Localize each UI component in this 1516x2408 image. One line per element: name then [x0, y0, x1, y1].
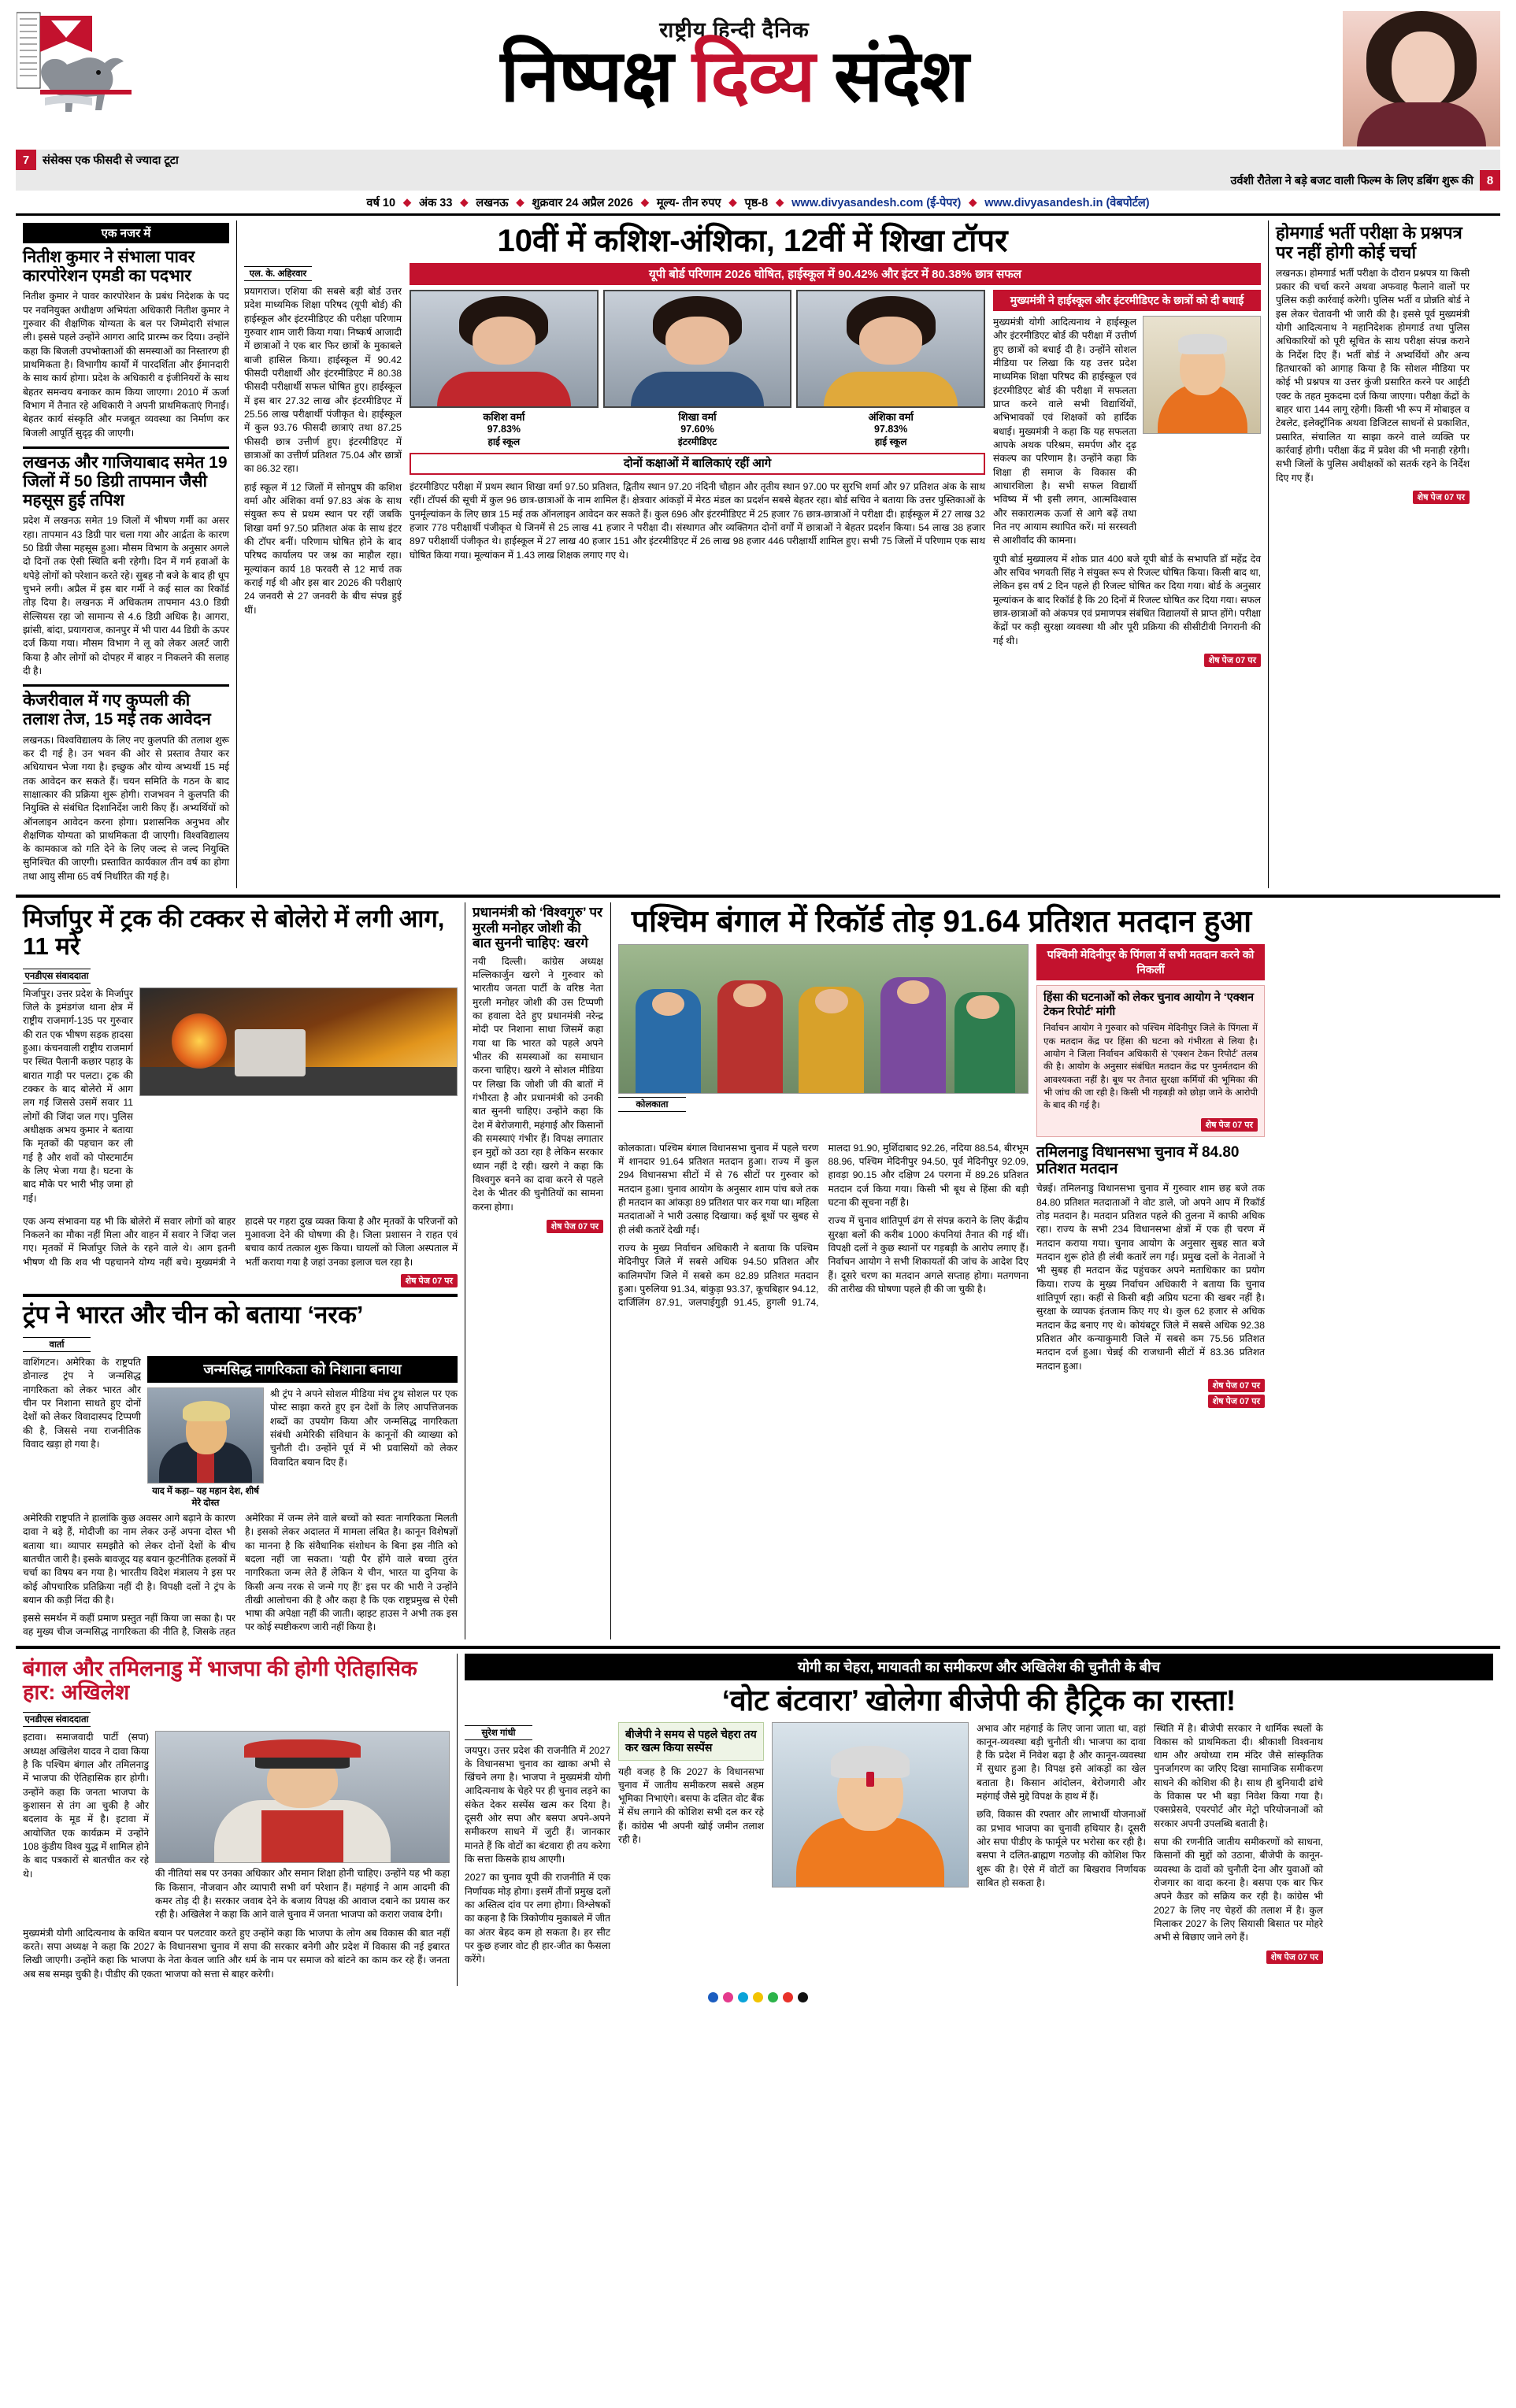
kharge-headline[interactable]: प्रधानमंत्री को ‘विश्वगुरु’ पर मुरली मनोहर जोशी की बात सुननी चाहिए: खरगे: [473, 905, 602, 951]
wb-text-2: राज्य के मुख्य निर्वाचन अधिकारी ने बताया कि पश्चिम मेदिनीपुर जिले में सबसे अधिक 94.50 प्रतिशत और कालिमपोंग जिले में सबसे कम 82.89 प्रतिशत मतदान हुआ। पुरुलिया 91.34, बांकुड़ा 93.37, कूचबिहार 94.12, दार्जिलिंग 87.91, जलपाईगुड़ी 91.45, हुगली 91.74, मालदा 91.90, मुर्शिदाबाद 92.26, नदिया 88.54, बीरभूम 88.96, पश्चिम मेदिनीपुर 94.50, पूर्व मेदिनीपुर 92.09, हावड़ा 90.15 और दक्षिण 24 परगना में 89.26 प्रतिशत मतदान दर्ज किया गया। किसी भी बूथ से हिंसा की बड़ी घटना की सूचना नहीं है।: [618, 1142, 1029, 1309]
pages-label: पृष्ठ-8: [744, 197, 769, 209]
ticker-text-2: उर्वशी रौतेला ने बड़े बजट वाली फिल्म के लिए डबिंग शुरू की: [16, 170, 1480, 191]
result-kicker: यूपी बोर्ड परिणाम 2026 घोषित, हाईस्कूल में 90.42% और इंटर में 80.38% छात्र सफल: [410, 263, 1261, 285]
column-main: [236, 220, 1268, 888]
jump-link[interactable]: शेष पेज 07 पर: [401, 1274, 458, 1287]
mirzapur-byline: एनडीएस संवाददाता: [23, 969, 91, 984]
wb-voters-photo: [618, 944, 1029, 1094]
analysis-subbox-text: बीजेपी ने समय से पहले चेहरा तय कर खत्म किया सस्पेंस: [625, 1727, 757, 1754]
ticker-page-number-2: 8: [1480, 170, 1500, 191]
trump-byline: वार्ता: [23, 1337, 91, 1352]
column-westbengal: [610, 902, 1272, 1639]
separator-dot-icon: ◆: [776, 196, 784, 208]
issue-label: अंक 33: [419, 197, 453, 209]
topper-photo: [410, 290, 599, 408]
analysis-text-2: यही वजह है कि 2027 के विधानसभा चुनाव में जातीय समीकरण सबसे अहम भूमिका निभाएंगे। बसपा के दलित वोट बैंक में सेंध लगाने की कोशिश सभी दल कर रहे हैं। कांग्रेस भी अपनी खोई जमीन तलाश रही है।: [618, 1765, 764, 1846]
cm-block: [993, 290, 1261, 667]
lead-story-headline[interactable]: 10वीं में कशिश-अंशिका, 12वीं में शिखा टॉपर: [497, 224, 1008, 258]
accident-photo: [139, 987, 458, 1096]
story-nitish-headline[interactable]: नितीश कुमार ने संभाला पावर कारपोरेशन एमडी का पदभार: [23, 248, 195, 286]
tn-block: [1036, 1142, 1265, 1392]
akhilesh-headline[interactable]: बंगाल और तमिलनाडु में भाजपा की होगी ऐतिहासिक हार: अखिलेश: [23, 1656, 417, 1705]
topper-score: 97.60%: [680, 424, 714, 435]
homeguard-headline[interactable]: होमगार्ड भर्ती परीक्षा के प्रश्नपत्र पर नहीं होगी कोई चर्चा: [1276, 223, 1462, 263]
jump-link[interactable]: शेष पेज 07 पर: [1204, 654, 1261, 667]
jump-link[interactable]: शेष पेज 07 पर: [1208, 1395, 1265, 1408]
masthead-celebrity-photo: [1335, 11, 1500, 146]
wb-sidebar-box: [1036, 985, 1265, 1137]
top-section: [16, 220, 1500, 888]
cm-photo: [1143, 316, 1261, 434]
topper-name: कशिश वर्मा: [483, 411, 525, 423]
wb-photo-caption: पश्चिमी मेदिनीपुर के पिंगला में सभी मतदान करने को निकलीं: [1036, 944, 1265, 980]
akhilesh-photo: [155, 1731, 450, 1863]
lead-text-mid: इंटरमीडिएट परीक्षा में प्रथम स्थान शिखा वर्मा 97.50 प्रतिशत, द्वितीय स्थान 97.20 नंदिनी चौहान और तृतीय स्थान 97.00 पर सुरभि शर्मा और 97 प्रतिशत अंक के साथ रहीं। टॉपर्स की सूची में कुल 96 छात्र-छात्राओं के नाम शामिल हैं। क्षेत्रवार आंकड़ों में मेरठ मंडल का प्रदर्शन सबसे बेहतर रहा। बोर्ड सचिव ने बताया कि उत्तर पुस्तिकाओं के पुनर्मूल्यांकन के लिए छात्र 15 मई तक ऑनलाइन आवेदन कर सकते हैं। कुल 696 और इंटरमीडिएट में 25 हजार 76 छात्र-छात्राओं ने परीक्षा दी। हाईस्कूल में 27 लाख 32 हजार 778 परीक्षार्थी पंजीकृत थे जिनमें से 25 लाख 41 हजार ने परीक्षा दी। संस्थागत और व्यक्तिगत दोनों वर्गों में छात्राओं ने बेहतर प्रदर्शन किया। 54 लाख 38 हजार 897 परीक्षार्थी पंजीकृत थे। हाईस्कूल में 27 लाख 40 हजार 151 और इंटरमीडिएट में 26 लाख 98 हजार 446 परीक्षार्थी शामिल हुए। सभी 75 जिलों में परिणाम एक साथ घोषित किया गया। मूल्यांकन में 1.43 लाख शिक्षक लगाए गए थे।: [410, 481, 985, 561]
masthead-logo: [16, 11, 134, 129]
tn-text: चेन्नई। तमिलनाडु विधानसभा चुनाव में गुरुवार शाम छह बजे तक 84.80 प्रतिशत मतदाताओं ने वोट डाले, जो अपने आप में रिकॉर्ड तोड़ मतदान है। मतदान प्रतिशत पहले की तुलना में काफी अधिक रहा। राज्य के सभी 234 विधानसभा क्षेत्रों में एक ही चरण में मतदान कराया गया। चुनाव आयोग के अनुसार सुबह सात बजे मतदान शुरू होते ही लंबी कतारें लग गईं। प्रमुख दलों के नेताओं ने भी सुबह ही मतदान केंद्र पहुंचकर अपने मताधिकार का प्रयोग किया। राज्य के मुख्य निर्वाचन अधिकारी ने बताया कि चुनाव शांतिपूर्ण रहा। कहीं से किसी बड़ी अप्रिय घटना की खबर नहीं है। सुरक्षा के व्यापक इंतजाम किए गए थे। कुल 62 हजार से अधिक मतदान केंद्र बनाए गए थे। कोयंबटूर जिले में सबसे अधिक 92.38 प्रतिशत और कन्याकुमारी जिले में सबसे कम 75.56 प्रतिशत मतदान दर्ज हुआ। चेन्नई की राजधानी सीटों में 83.36 प्रतिशत मतदान हुआ।: [1036, 1183, 1265, 1372]
trump-text-2: श्री ट्रंप ने अपने सोशल मीडिया मंच ट्रुथ सोशल पर एक पोस्ट साझा करते हुए इन देशों के लिए आपत्तिजनक शब्दों का उपयोग किया और जन्मसिद्ध नागरिकता संबंधी अमेरिकी संविधान के कानूनों की व्याख्या को चुनौती दी। उन्होंने पूर्व में भी प्रवासियों को लेकर विवादित बयान दिए हैं।: [270, 1387, 458, 1468]
city-label: लखनऊ: [476, 197, 509, 209]
analysis-headline[interactable]: ‘वोट बंटवारा’ खोलेगा बीजेपी की हैट्रिक का रास्ता!: [721, 1684, 1236, 1717]
ticker-text-1: संसेक्स एक फीसदी से ज्यादा टूटा: [36, 150, 1500, 170]
analysis-text-7: सपा की रणनीति जातीय समीकरणों को साधना, किसानों की मुद्दों को उठाना, बीजेपी के कानून-व्यवस्था के दावों को चुनौती देना और युवाओं को रोजगार का वादा करना है। बसपा एक बार फिर अपने कैडर को सक्रिय कर रही है। कांग्रेस भी 2027 के लिए नए चेहरों की तलाश में है। कुल मिलाकर 2027 के लिए सियासी बिसात पर मोहरे अभी से बिछाए जाने लगे हैं।: [1154, 1836, 1323, 1943]
mirzapur-text-2: एक अन्य संभावना यह भी कि बोलेरो में सवार लोगों को बाहर निकलने का मौका नहीं मिला और वाहन में सवार ने जिंदा जल गए। मृतकों में मिर्जापुर जिले के रहने वाले थे। आग इतनी भीषण थी कि शव भी पहचानने योग्य नहीं बचे। मुख्यमंत्री ने हादसे पर गहरा दुख व्यक्त किया है और मृतकों के परिजनों को मुआवजा देने की घोषणा की है। जिला प्रशासन ने राहत एवं बचाव कार्य तत्काल शुरू किया। घायलों को जिला अस्पताल में भर्ती कराया गया है जहां उनका इलाज चल रहा है।: [23, 1215, 458, 1268]
akhilesh-text-2: मुख्यमंत्री योगी आदित्यनाथ के कथित बयान पर पलटवार करते हुए उन्होंने कहा कि भाजपा के लोग अब विकास की बात नहीं करते। सपा अध्यक्ष ने कहा कि 2027 के विधानसभा चुनाव में सपा की सरकार बनेगी और प्रदेश में विकास की नई इबारत लिखी जाएगी। उन्होंने कहा कि भाजपा के नेता केवल जाति और धर्म के नाम पर समाज को बांटने का काम कर रहे हैं। जनता अब सब समझ चुकी है। पीडीए की एकता भाजपा को सत्ता से बाहर करेगी।: [23, 1927, 450, 1980]
topper-name: शिखा वर्मा: [678, 411, 717, 423]
jump-link[interactable]: शेष पेज 07 पर: [1413, 491, 1470, 504]
analysis-text-1: जयपुर। उत्तर प्रदेश की राजनीति में 2027 के विधानसभा चुनाव का खाका अभी से खिंचने लगा है। भाजपा ने मुख्यमंत्री योगी आदित्यनाथ के चेहरे पर ही चुनाव लड़ने का संकेत देकर सस्पेंस खत्म कर दिया है। दूसरी ओर सपा और बसपा अपने-अपने समीकरण साधने में जुटी हैं। जानकार मानते हैं कि वोटों का बंटवारा ही तय करेगा कि सत्ता किसके हाथ आएगी।: [465, 1744, 610, 1865]
story-vc-text: लखनऊ। विश्वविद्यालय के लिए नए कुलपति की तलाश शुरू कर दी गई है। उन भवन की ओर से प्रस्ताव तैयार कर अधियाचन भेजा गया है। इच्छुक और योग्य अभ्यर्थी 15 मई तक आवेदन कर सकते हैं। चयन समिति के गठन के बाद साक्षात्कार की प्रक्रिया शुरू होगी। राजभवन ने कुलपति की नियुक्ति से संबंधित दिशानिर्देश जारी किए हैं। अभ्यर्थियों को ऑनलाइन आवेदन करना होगा। प्रशासनिक अनुभव और शैक्षणिक योग्यता को प्राथमिकता दी जाएगी। विश्वविद्यालय के कामकाज को गति देने के लिए जल्द से जल्द नियुक्ति सुनिश्चित की जाएगी। प्रस्तावित कार्यकाल तीन वर्ष का होगा तथा आयु सीमा 65 वर्ष निर्धारित की गई है।: [23, 734, 229, 882]
wb-side-block: [1036, 944, 1265, 1137]
story-nitish-text: नितीश कुमार ने पावर कारपोरेशन के प्रबंध निदेशक के पद पर नवनियुक्त अधीक्षण अभियंता अधिकारी नितीश कुमार ने गुरुवार की शैक्षणिक योग्यता के बल पर जिम्मेदारी संभाल ली। इससे पहले उन्होंने आगरा आदि प्रारम्भ कर दिया। उन्होंने कहा कि बिजली उपभोक्ताओं की समस्याओं का निस्तारण ही प्राथमिकता है। विभागीय कार्यों में पारदर्शिता और ईमानदारी के साथ कार्य होगा। प्रदेश के अधिकारी व इंजीनियरों के साथ बेहतर समन्वय बनाकर काम किया जाएगा। 2010 में ऊर्जा विभाग में तैनात रहे अधिकारी ने अपनी प्राथमिकताएं गिनाईं। बेहतर कार्य संस्कृति और मजबूत व्यवस्था का निर्माण कर बिजली आपूर्ति सुदृढ़ की जाएगी।: [23, 291, 229, 439]
akhilesh-text-1: इटावा। समाजवादी पार्टी (सपा) अध्यक्ष अखिलेश यादव ने दावा किया है कि पश्चिम बंगाल और तमिलनाडु में भाजपा की ऐतिहासिक हार होगी। उन्होंने कहा कि जनता भाजपा के कुशासन से तंग आ चुकी है और बदलाव के मूड में है। इटावा में आयोजित एक कार्यक्रम में उन्होंने 108 कुंडीय विश्व युद्ध में शामिल होने के बाद पत्रकारों से बातचीत कर रहे थे।: [23, 1732, 149, 1880]
trump-photo: [147, 1387, 264, 1484]
analysis-text-6: स्थिति में है। बीजेपी सरकार ने धार्मिक स्थलों के विकास को प्राथमिकता दी। श्रीकाशी विश्वनाथ धाम और अयोध्या राम मंदिर जैसे सांस्कृतिक पुनर्जागरण का जरिए दिखा सामाजिक समीकरण साधने की कोशिश की है। साथ ही बुनियादी ढांचे के विकास पर भी बड़ा निवेश किया गया है। एक्सप्रेसवे, एयरपोर्ट और मेट्रो परियोजनाओं को सरकार अपनी उपलब्धि बताती है।: [1154, 1722, 1323, 1829]
wb-text-3: राज्य में चुनाव शांतिपूर्ण ढंग से संपन्न कराने के लिए केंद्रीय सुरक्षा बलों की करीब 1000 कंपनियां तैनात की गई थीं। विपक्षी दलों ने कुछ स्थानों पर गड़बड़ी के आरोप लगाए हैं। निर्वाचन आयोग ने सभी शिकायतों की जांच के आदेश दिए हैं। दूसरे चरण का मतदान अगले सप्ताह होगा। मतगणना की तारीख की घोषणा पहले ही की जा चुकी है।: [828, 1215, 1029, 1295]
cm-kicker: मुख्यमंत्री ने हाईस्कूल और इंटरमीडिएट के छात्रों को दी बधाई: [993, 290, 1261, 311]
topper-exam: इंटरमीडिएट: [677, 436, 717, 447]
column-analysis: [457, 1654, 1500, 1986]
story-vc-headline[interactable]: केजरीवाल में गए कुप्पली की तलाश तेज, 15 मई तक आवेदन: [23, 691, 211, 729]
trump-subhead: जन्मसिद्ध नागरिकता को निशाना बनाया: [147, 1356, 458, 1383]
price-label: मूल्य- तीन रुपए: [656, 197, 721, 209]
tn-headline[interactable]: तमिलनाडु विधानसभा चुनाव में 84.80 प्रतिशत मतदान: [1036, 1143, 1240, 1178]
toppers-trio: [410, 290, 985, 448]
column-right: [1268, 220, 1477, 888]
column-akhilesh: [16, 1654, 457, 1986]
topper-card[interactable]: [410, 290, 599, 448]
analysis-text-3: 2027 का चुनाव यूपी की राजनीति में एक निर्णायक मोड़ होगा। इसमें तीनों प्रमुख दलों का अस्तित्व दांव पर लगा होगा। विश्लेषकों का कहना है कि त्रिकोणीय मुकाबले में जीत का अंतर बेहद कम हो सकता है। हर सीट पर कुछ हजार वोट ही हार-जीत का फैसला करेंगे।: [465, 1872, 610, 1965]
website-epaper-link[interactable]: www.divyasandesh.com (ई-पेपर): [791, 197, 962, 209]
topper-photo: [603, 290, 792, 408]
jump-link[interactable]: शेष पेज 07 पर: [1208, 1379, 1265, 1392]
trump-text-3: अमेरिकी राष्ट्रपति ने हालांकि कुछ अवसर आगे बढ़ाने के कारण दावा ने बड़े हैं, मोदीजी का नाम लेकर उन्हें अपना दोस्त भी बताया था। व्यापार समझौते को लेकर दोनों देशों के बीच बातचीत जारी है। इसके बावजूद यह बयान कूटनीतिक हलकों में चर्चा का विषय बन गया है। भारतीय विदेश मंत्रालय ने इस पर कोई औपचारिक प्रतिक्रिया नहीं दी है। विपक्षी दलों ने ट्रंप के बयान की कड़ी निंदा की है।: [23, 1512, 235, 1606]
lead-byline: एल. के. अहिरवार: [244, 266, 312, 281]
wb-byline: कोलकाता: [618, 1097, 686, 1112]
mirzapur-text-1: मिर्जापुर। उत्तर प्रदेश के मिर्जापुर जिले के ड्रमंडगंज थाना क्षेत्र में राष्ट्रीय राजमार्ग-135 पर गुरुवार की रात एक भीषण सड़क हादसा हुआ। कंचनवाली राष्ट्रीय राजमार्ग पर स्थित पैलानी कछार पहाड़ के बारात गाड़ी पर पलटा। ट्रक की टक्कर के बाद बोलेरो में आग लग गई जिससे उसमें सवार 11 लोगों की जिंदा जल गए। पुलिस अधीक्षक अभय कुमार ने बताया कि मृतकों की पहचान कर ली गई है और शवों को पोस्टमार्टम के लिए भेजा गया है। घटना के बाद मौके पर भारी भीड़ जमा हो गई।: [23, 987, 133, 1204]
topper-card[interactable]: [603, 290, 792, 448]
title-part-1: निष्पक्ष: [500, 36, 692, 117]
lead-text-2: हाई स्कूल में 12 जिलों में सोनप्रुष की कशिश वर्मा और अंशिका वर्मा 97.83 अंक के साथ संयुक्त रूप से प्रथम स्थान पर रहीं जबकि शिखा वर्मा 97.50 प्रतिशत अंक के साथ इंटर की टॉपर बनीं। परिणाम घोषित होने के बाद परिषद कार्यालय पर जश्न का माहौल रहा। मूल्यांकन कार्य 18 फरवरी से 12 मार्च तक कराई गई थी और इस बार 2026 की परीक्षाएं 24 जनवरी से 27 जनवरी के बीच संपन्न हुई थीं।: [244, 481, 402, 616]
separator-dot-icon: ◆: [516, 196, 524, 208]
kharge-text: नयी दिल्ली। कांग्रेस अध्यक्ष मल्लिकार्जुन खरगे ने गुरुवार को भारतीय जनता पार्टी के वरिष्ठ नेता मुरली मनोहर जोशी की उस टिप्पणी का हवाला देते हुए प्रधानमंत्री नरेन्द्र मोदी पर निशाना साधा जिसमें कहा गया था कि भारत को पहले अपने भीतर की समस्याओं का समाधान करना चाहिए। खरगे ने सोशल मीडिया पर लिखा कि जोशी जी की बातों में गंभीरता है और प्रधानमंत्री को उनकी बात सुननी चाहिए। उन्होंने कहा कि देश में बेरोजगारी, महंगाई और किसानों की समस्याएं गंभीर हैं। विपक्ष लगातार इन मुद्दों को उठा रहा है लेकिन सरकार ध्यान नहीं दे रही। खरगे ने कहा कि विश्वगुरु बनने का दावा करने से पहले देश के भीतर की चुनौतियों का सामना करना होगा।: [473, 955, 603, 1213]
separator-dot-icon: ◆: [640, 196, 649, 208]
analysis-text-4: अभाव और महंगाई के लिए जाना जाता था, वहां कानून-व्यवस्था बड़ी चुनौती थी। भाजपा का दावा है कि प्रदेश में निवेश बढ़ा है और कानून-व्यवस्था में सुधार हुआ है। विपक्ष इसे आंकड़ों का खेल बताता है। किसान आंदोलन, बेरोजगारी और महंगाई जैसे मुद्दे विपक्ष के हाथ में हैं।: [977, 1722, 1146, 1802]
girls-ahead-box: [410, 453, 985, 475]
topper-exam: हाई स्कूल: [487, 436, 521, 447]
cm-text-2: यूपी बोर्ड मुख्यालय में शोक प्रात 400 बजे यूपी बोर्ड के सभापति डॉ महेंद्र देव और सचिव भगवती सिंह ने संयुक्त रूप से रिजल्ट घोषित किया। किसी बाद था, लेकिन इस वर्ष 2 दिन पहले ही रिजल्ट घोषित कर दिया गया। बोर्ड के अनुसार मूल्यांकन के बाद रिकॉर्ड है कि 20 दिनों में रिजल्ट घोषित कर दिया गया। सफल छात्र-छात्राओं को अंकपत्र एवं प्रमाणपत्र संबंधित विद्यालयों से प्राप्त होंगे। परीक्षा केंद्रों पर कड़ी सुरक्षा व्यवस्था थी और पूरी प्रक्रिया की सीसीटीवी निगरानी की गई थी।: [993, 553, 1261, 646]
column-kharge: [465, 902, 610, 1639]
separator-dot-icon: ◆: [969, 196, 977, 208]
masthead-tagline: राष्ट्रीय हिन्दी दैनिक: [659, 18, 810, 42]
akhilesh-byline: एनडीएस संवाददाता: [23, 1712, 91, 1727]
color-registration-marks: [16, 1986, 1500, 2004]
topper-photo: [796, 290, 985, 408]
ticker-page-number-1: 7: [16, 150, 36, 170]
separator-dot-icon: ◆: [403, 196, 412, 208]
topper-score: 97.83%: [487, 424, 521, 435]
homeguard-text: लखनऊ। होमगार्ड भर्ती परीक्षा के दौरान प्रश्नपत्र या किसी प्रकार की चर्चा करने अथवा अफवाह फैलाने वालों पर पुलिस कड़ी कार्रवाई करेगी। पुलिस भर्ती व प्रोन्नति बोर्ड ने इस लेकर चेतावनी भी जारी की है। इससे पूर्व मुख्यमंत्री योगी आदित्यनाथ ने महानिदेशक होमगार्ड तथा पुलिस अधिकारियों को पूरी सूचित के साथ परीक्षा संपन्न कराने के निर्देश दिए हैं। भर्ती बोर्ड ने अभ्यर्थियों और अन्य हितधारकों को आगाह किया है कि सोशल मीडिया पर कोई भी प्रश्नपत्र या उत्तर कुंजी प्रसारित करने पर आईटी एक्ट के तहत मुकदमा दर्ज किया जाएगा। परीक्षा केंद्रों के बाहर धारा 144 लागू रहेगी। किसी भी रूप में मोबाइल व टेबलेट, इलेक्ट्रॉनिक अथवा डिजिटल साधनों से प्रकाशित, प्रसारित, संचालित या साझा करने वाले व्यक्ति पर कार्रवाई होगी। परीक्षा केंद्र में प्रवेश की भी मनाही रहेगी। सभी जिलों के पुलिस अधीक्षकों को सतर्क रहने के निर्देश दिए गए हैं।: [1276, 267, 1470, 483]
edition-info-bar: [16, 191, 1500, 216]
wb-headline[interactable]: पश्चिम बंगाल में रिकॉर्ड तोड़ 91.64 प्रतिशत मतदान हुआ: [631, 905, 1252, 939]
celebrity-portrait: [1343, 11, 1500, 146]
jump-link[interactable]: शेष पेज 07 पर: [1201, 1118, 1258, 1132]
akhilesh-text-3: की नीतियां सब पर उनका अधिकार और समान शिक्षा होनी चाहिए। उन्होंने यह भी कहा कि किसान, नौजवान और व्यापारी सभी वर्ग परेशान हैं। महंगाई ने आम आदमी की कमर तोड़ दी है। सरकार जवाब देने के बजाय विपक्ष की आवाज दबाने का प्रयास कर रही है। अखिलेश ने कहा कि आने वाले चुनाव में जनता भाजपा को करारा जवाब देगी।: [155, 1868, 450, 1921]
volume-label: वर्ष 10: [366, 197, 396, 209]
masthead: [16, 11, 1500, 148]
lead-photo-block: [410, 263, 1261, 667]
title-part-2: दिव्य: [691, 36, 815, 117]
wb-text-1: कोलकाता। पश्चिम बंगाल विधानसभा चुनाव में पहले चरण में शानदार 91.64 प्रतिशत मतदान हुआ। राज्य में कुल 294 विधानसभा सीटों में से 76 सीटों पर गुरुवार को मतदान हुआ। चुनाव आयोग के अनुसार शाम पांच बजे तक ही मतदान का आंकड़ा 89 प्रतिशत पार कर गया था। महिला मतदाताओं ने भारी उत्साह दिखाया। कई बूथों पर सुबह से ही लंबी कतारें देखी गईं।: [618, 1142, 819, 1235]
analysis-byline: सुरेश गांधी: [465, 1725, 532, 1740]
column-mirzapur: [16, 902, 465, 1639]
lead-text-1: प्रयागराज। एशिया की सबसे बड़ी बोर्ड उत्तर प्रदेश माध्यमिक शिक्षा परिषद (यूपी बोर्ड) की हाईस्कूल और इंटरमीडिएट की परीक्षा परिणाम गुरुवार शाम जारी किया गया। निष्कर्ष आजादी में छात्राओं ने एक बार फिर छात्रों के मुकाबले बाजी हासिल किया। हाईस्कूल में 90.42 फीसदी परीक्षार्थी और इंटरमीडिएट में 80.38 फीसदी परीक्षार्थी सफल घोषित हुए। हाईस्कूल में इस बार 27.32 लाख और इंटरमीडिएट में 25.56 लाख परीक्षार्थी पंजीकृत थे। हाईस्कूल में कुल 93.76 फीसदी छात्राएं तथा 87.25 फीसदी छात्र उत्तीर्ण हुए। इंटरमीडिएट में छात्राओं का उत्तीर्ण प्रतिशत 75.04 और छात्रों का 86.32 रहा।: [244, 286, 402, 475]
separator-dot-icon: ◆: [728, 196, 737, 208]
glance-header: एक नजर में: [23, 223, 229, 243]
column-left: [16, 220, 236, 888]
story-heat-headline[interactable]: लखनऊ और गाजियाबाद समेत 19 जिलों में 50 डिग्री तापमान जैसी महसूस हुई तपिश: [23, 453, 228, 510]
bull-logo: [17, 11, 133, 129]
analysis-text-5: छवि, विकास की रफ्तार और लाभार्थी योजनाओं का प्रभाव भाजपा का चुनावी हथियार है। दूसरी ओर सपा पीडीए के फार्मूले पर भरोसा कर रही है। बसपा ने दलित-ब्राह्मण गठजोड़ की कोशिश फिर शुरू की है। ऐसे में वोटों का बिखराव निर्णायक साबित हो सकता है।: [977, 1809, 1146, 1889]
cm-text-1: मुख्यमंत्री योगी आदित्यनाथ ने हाईस्कूल और इंटरमीडिएट बोर्ड की परीक्षा में उत्तीर्ण हुए छात्रों को बधाई दी है। उन्होंने सोशल मीडिया पर लिखा कि यह उत्तर प्रदेश माध्यमिक शिक्षा परिषद की हाईस्कूल एवं इंटरमीडिएट बोर्ड की परीक्षा में सफलता प्राप्त करने वाले सभी विद्यार्थियों, अभिभावकों एवं शिक्षकों को हार्दिक बधाई। मुख्यमंत्री ने कहा कि यह सफलता आपके अथक परिश्रम, समर्पण और दृढ़ संकल्प का परिणाम है। उन्होंने कहा कि शिक्षा ही समाज के विकास की आधारशिला है। सभी सफल विद्यार्थी भविष्य में भी इसी लगन, आत्मविश्वास और सकारात्मक ऊर्जा से आगे बढ़ें तथा नित नए आयाम स्थापित करें। मां सरस्वती से आशीर्वाद की कामना।: [993, 317, 1136, 546]
ticker-bar-right[interactable]: [16, 170, 1500, 191]
trump-text-1: वाशिंगटन। अमेरिका के राष्ट्रपति डोनाल्ड ट्रंप ने जन्मसिद्ध नागरिकता को लेकर भारत और चीन पर निशाना साधते हुए दोनों देशों को लेकर विवादास्पद टिप्पणी की है, जिससे नया राजनीतिक विवाद खड़ा हो गया है।: [23, 1356, 141, 1450]
yogi-photo: [772, 1722, 969, 1888]
bottom-section: [16, 1654, 1500, 1986]
topper-exam: हाई स्कूल: [874, 436, 907, 447]
website-portal-link[interactable]: www.divyasandesh.in (वेबपोर्टल): [984, 197, 1150, 209]
lead-left-text-block: [244, 263, 402, 667]
title-part-3: संदेश: [814, 36, 969, 117]
masthead-title-block: [134, 11, 1335, 115]
jump-link[interactable]: शेष पेज 07 पर: [547, 1220, 603, 1233]
analysis-kicker: योगी का चेहरा, मायावती का समीकरण और अखिलेश की चुनौती के बीच: [465, 1654, 1493, 1680]
analysis-subbox: [618, 1722, 764, 1761]
topper-card[interactable]: [796, 290, 985, 448]
wb-sidebar-text: निर्वाचन आयोग ने गुरुवार को पश्चिम मेदिनीपुर जिले के पिंगला में एक मतदान केंद्र पर हिंसा की घटना को गंभीरता से लिया है। आयोग ने जिला निर्वाचन अधिकारी से ‘एक्शन टेकन रिपोर्ट’ तलब की है। आयोग के अनुसार संबंधित मतदान केंद्र पर पुनर्मतदान की आवश्यकता नहीं है। बूथ पर तैनात सुरक्षा कर्मियों की भूमिका की भी जांच की जा रही है। किसी भी गड़बड़ी को छोड़ा जाने के आरोपी के बाद की गई है।: [1043, 1024, 1258, 1111]
separator-dot-icon: ◆: [460, 196, 469, 208]
topper-name: अंशिका वर्मा: [868, 411, 914, 423]
trump-headline[interactable]: ट्रंप ने भारत और चीन को बताया ‘नरक’: [23, 1301, 364, 1329]
jump-link[interactable]: शेष पेज 07 पर: [1266, 1950, 1323, 1964]
girls-ahead-text: दोनों कक्षाओं में बालिकाएं रहीं आगे: [623, 457, 772, 470]
middle-section: [16, 902, 1500, 1639]
cm-photo-wrap: [1143, 316, 1261, 553]
date-label: शुक्रवार 24 अप्रैल 2026: [532, 197, 633, 209]
mirzapur-headline[interactable]: मिर्जापुर में ट्रक की टक्कर से बोलेरो में लगी आग, 11 मरे: [23, 905, 445, 960]
masthead-title: [134, 36, 1335, 117]
story-heat-text: प्रदेश में लखनऊ समेत 19 जिलों में भीषण गर्मी का असर रहा। तापमान 43 डिग्री पार चला गया और आर्द्रता के कारण 50 डिग्री जैसा महसूस हुआ। मौसम विभाग के अनुसार अगले दो दिनों तक ऐसी स्थिति बनी रहेगी। दिन में गर्म हवाओं के थपेड़े लोगों को परेशान करते रहे। सुबह नौ बजे के बाद ही धूप चुभने लगी। अप्रैल में इस बार गर्मी ने कई साल का रिकॉर्ड तोड़ दिया है। लखनऊ में अधिकतम तापमान 43.0 डिग्री सेल्सियस रहा जो सामान्य से 4.6 डिग्री अधिक है। आगरा, झांसी, बांदा, प्रयागराज, कानपुर में भी पारा 44 डिग्री के ऊपर दर्ज किया गया। मौसम विभाग ने लू को लेकर अलर्ट जारी किया है और लोगों को दोपहर में बाहर न निकलने की सलाह दी है।: [23, 515, 229, 676]
wb-sidebar-headline: हिंसा की घटनाओं को लेकर चुनाव आयोग ने ‘एक्शन टेकन रिपोर्ट’ मांगी: [1043, 991, 1255, 1019]
ticker-bar-left[interactable]: [16, 150, 1500, 170]
toppers-photo-group: [410, 290, 985, 667]
topper-score: 97.83%: [873, 424, 908, 435]
trump-photo-caption: याद में कहा– यह महान देश, शीर्ष मेरे दोस्त: [152, 1486, 259, 1508]
trump-text-4: इससे समर्थन में कहीं प्रमाण प्रस्तुत नहीं किया जा सका है। पर वह मुख्य चीज जन्मसिद्ध नागरिकता की नीति है, जिसके तहत अमेरिका में जन्म लेने वाले बच्चों को स्वतः नागरिकता मिलती है। इसको लेकर अदालत में मामला लंबित है। कानून विशेषज्ञों का मानना है कि संवैधानिक संशोधन के बिना इस नीति को बदला नहीं जा सकता। ‘यही पैर होंगे वाले बच्चा तुरंत नागरिकता जन्म लेते हैं लेकिन ये चीन, भारत या दुनिया के किसी अन्य नरक से जन्मे गए हैं!’ इस पर की भारी ने उन्होंने तीखी आलोचना की है और कहा है कि एक राष्ट्रप्रमुख से ऐसी भाषा की अपेक्षा नहीं की जाती। व्हाइट हाउस ने अभी तक इस पर कोई स्पष्टीकरण जारी नहीं किया है।: [23, 1512, 458, 1638]
